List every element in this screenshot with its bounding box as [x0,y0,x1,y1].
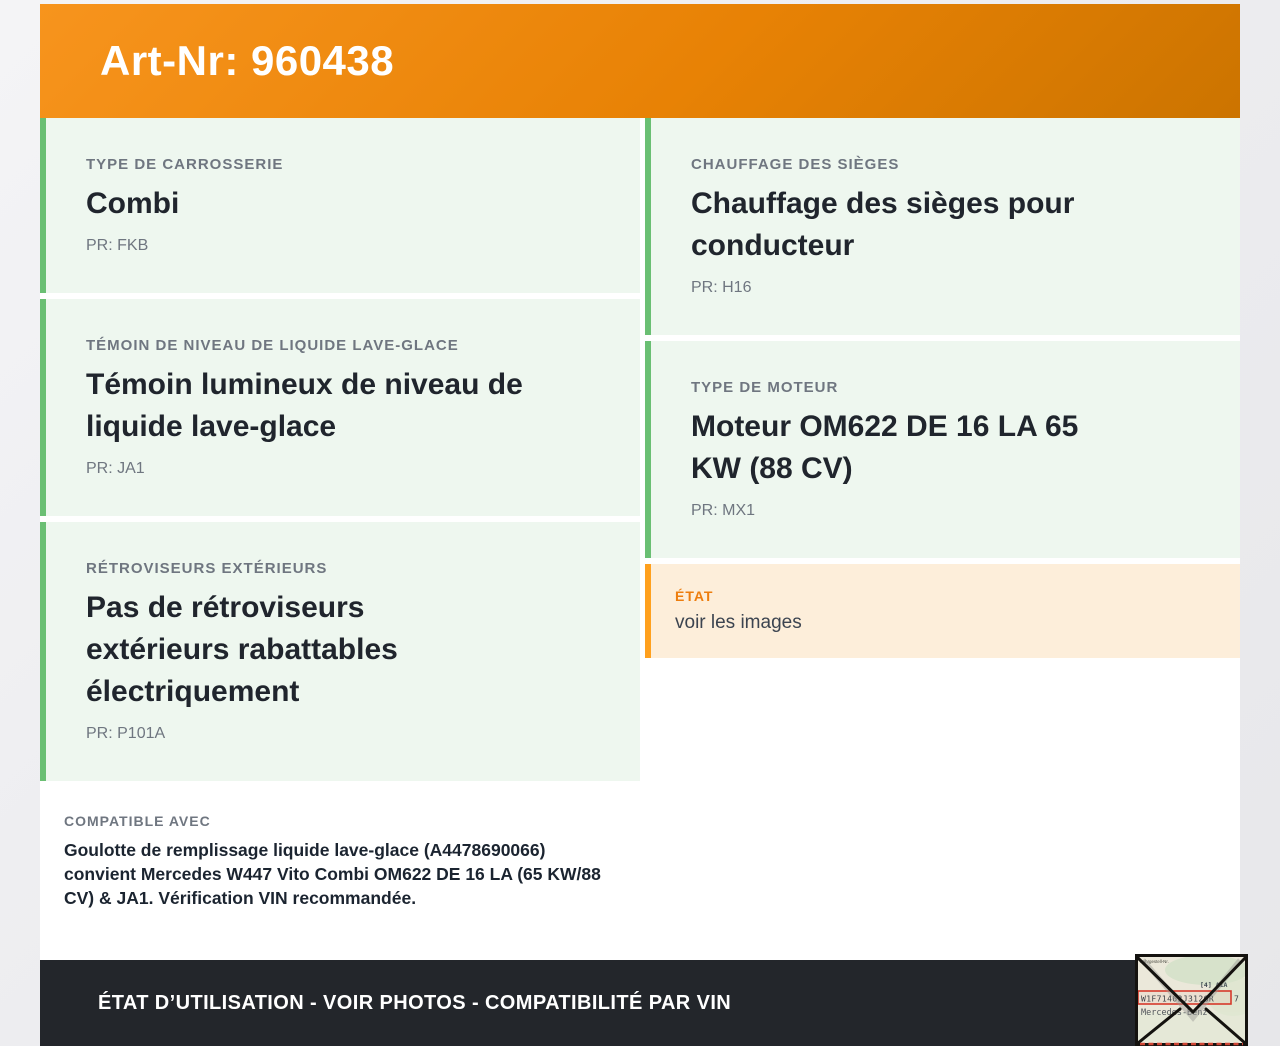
card-pr-code: PR: P101A [86,725,166,742]
card-title: Moteur OM622 DE 16 LA 65 KW (88 CV) [691,410,1079,485]
compatibility-label: COMPATIBLE AVEC [64,813,211,829]
card-label: TÉMOIN DE NIVEAU DE LIQUIDE LAVE-GLACE [86,337,459,354]
article-number-title: Art-Nr: 960438 [100,37,395,84]
card-title: Témoin lumineux de niveau de liquide lave-glace [86,368,523,443]
card-body-type [40,118,640,293]
vin-text: W1F71463J312GR [1141,994,1215,1004]
footer-text: ÉTAT D’UTILISATION - VOIR PHOTOS - COMPATIBILITÉ PAR VIN [98,991,732,1014]
see-images-link[interactable]: voir les images [675,612,802,633]
card-pr-code: PR: H16 [691,279,752,296]
card-pr-code: PR: MX1 [691,502,756,519]
card-pr-code: PR: FKB [86,237,149,254]
card-label: CHAUFFAGE DES SIÈGES [691,156,900,173]
compatibility-text: Goulotte de remplissage liquide lave-glace (A4478690066) convient Mercedes W447 Vito Combi OM622 DE 16 LA (65 KW/88 CV) & JA1. Vérification VIN recommandée. [64,840,601,909]
content-frame [40,4,1240,1046]
right-column-filler [645,664,1240,960]
left-column [40,118,640,960]
card-seat-heating [645,118,1240,335]
main-area [40,118,1240,960]
footer-bar [40,960,1240,1046]
envelope-vin-document-image [1135,954,1248,1046]
doc-line-text: [4] AiA [1200,981,1228,989]
brand-text: Mercedes-Benz [1141,1008,1208,1018]
card-pr-code: PR: JA1 [86,460,145,477]
card-exterior-mirrors [40,522,640,781]
compatibility-section [40,787,640,960]
card-condition [645,564,1240,658]
card-title: Pas de rétroviseurs extérieurs rabattables électriquement [86,591,398,708]
card-label: TYPE DE MOTEUR [691,379,839,396]
header-banner [40,4,1240,118]
right-column [645,118,1240,960]
card-title: Combi [86,187,180,220]
vin-suffix-text: 7 [1234,994,1239,1004]
card-title: Chauffage des sièges pour conducteur [691,187,1075,262]
card-label: TYPE DE CARROSSERIE [86,156,284,173]
card-washer-fluid-indicator [40,299,640,516]
card-label: RÉTROVISEURS EXTÉRIEURS [86,560,328,577]
condition-label: ÉTAT [675,588,714,604]
envelope-icon [1135,954,1248,1046]
card-engine-type [645,341,1240,558]
doc-label-text: Fahrgestell-Nr. [1140,959,1169,964]
